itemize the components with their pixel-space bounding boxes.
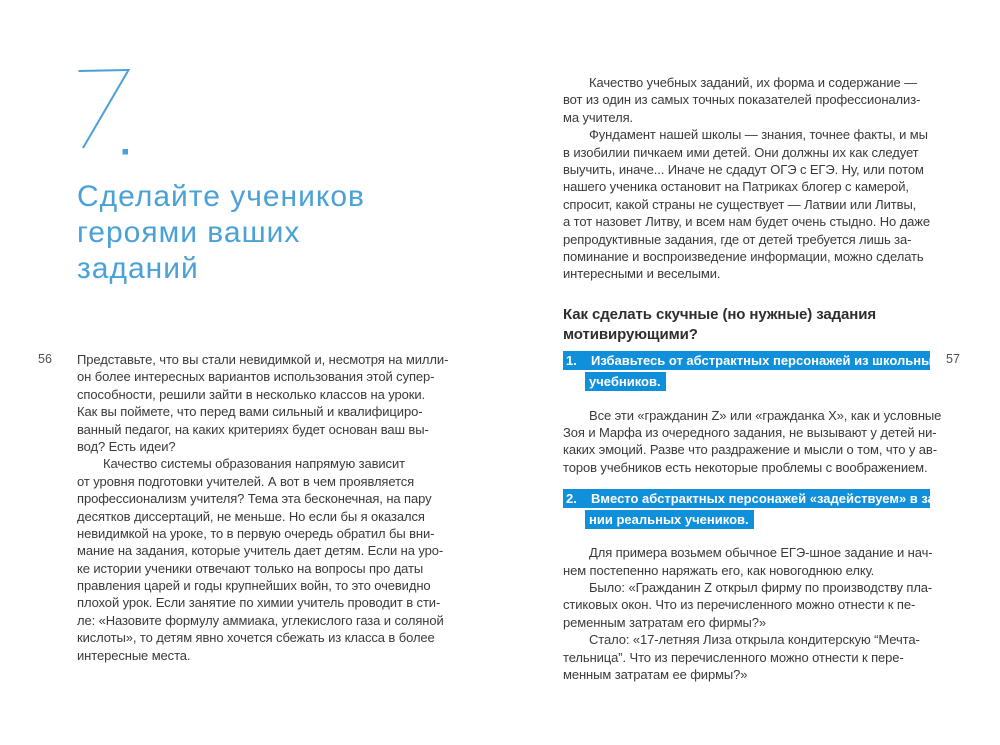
text-line: стиковых окон. Что из перечисленного можно отнести к пе- (563, 597, 916, 613)
text-line: Было: «Гражданин Z открыл фирму по производству пла- (589, 580, 933, 596)
chapter-title-line: Сделайте учеников (77, 180, 365, 213)
text-line: кислоты», то детям явно хочется сбежать из класса в более (77, 630, 435, 646)
section-heading-line: мотивирующими? (563, 325, 698, 343)
text-line: невидимкой на уроке, то в первую очередь обратил бы вни- (77, 525, 435, 541)
text-line: Как вы поймете, что перед вами сильный и квалифициро- (77, 404, 423, 420)
text-line: ле: «Назовите формулу аммиака, углекислого газа и соляной (77, 612, 444, 628)
text-line: Стало: «17-летняя Лиза открыла кондитерскую “Мечта- (589, 632, 920, 648)
text-line: профессионализм учителя? Тема эта бесконечная, на пару (77, 491, 432, 507)
after-tip-2-paragraphs (563, 544, 933, 683)
page-number-right: 57 (946, 352, 960, 366)
page-number-left: 56 (38, 352, 52, 366)
text-line: правления царей и годы крупнейших войн, то это очевидно (77, 578, 431, 594)
text-line: Для примера возьмем обычное ЕГЭ-шное задание и нач- (589, 545, 933, 561)
chapter-title-line: заданий (77, 252, 199, 285)
text-line: спросит, какой страны не существует — Латвии или Литвы, (563, 196, 917, 212)
text-line: мание на задания, которые учитель дает детям. Если на уро- (77, 543, 444, 559)
tip-1-line-2: учебников. (563, 372, 930, 391)
section-heading-line: Как сделать скучные (но нужные) задания (563, 305, 877, 323)
text-line: десятков диссертаций, не меньше. Но если бы я оказался (77, 508, 425, 524)
text-line: торов учебников есть некоторые проблемы с воображением. (563, 459, 928, 475)
tip-2-number: 2. (566, 491, 577, 507)
text-line: Все эти «гражданин Z» или «гражданка X», как и условные (589, 407, 942, 423)
tip-2-line-1 (563, 489, 955, 508)
text-line: ременным затратам его фирмы?» (563, 614, 767, 630)
left-page-body (77, 351, 449, 664)
numbered-tip-2 (563, 489, 955, 529)
text-line: от уровня подготовки учителей. А вот в чем проявляется (77, 473, 415, 489)
text-line: вот из один из самых точных показателей профессионализ- (563, 92, 921, 108)
text-line: Зоя и Марфа из очередного задания, не вызывают у детей ни- (563, 425, 937, 441)
tip-1-text: Избавьтесь от абстрактных персонажей из школьных (591, 352, 940, 368)
text-line: выучить, иначе... Иначе не сдадут ОГЭ с ЕГЭ. Ну, или потом (563, 161, 924, 177)
tip-1-line-1 (563, 351, 940, 370)
tip-2-line-2: нии реальных учеников. (563, 510, 930, 529)
text-line: каких эмоций. Разве что раздражение и мысли о том, что у ав- (563, 442, 937, 458)
text-line: плохой урок. Если занятие по химии учитель проводит в сти- (77, 595, 441, 611)
text-line: ванный педагог, на каких критериях будет основан ваш вы- (77, 421, 429, 437)
text-line: ке истории ученики отвечают только на вопросы про даты (77, 560, 424, 576)
right-intro-paragraphs (563, 74, 930, 283)
tip-2-text: Вместо абстрактных персонажей «задействуем» в зада- (591, 491, 955, 507)
text-line: Фундамент нашей школы — знания, точнее факты, и мы (589, 127, 928, 143)
text-line: нем постепенно наряжать его, как новогоднюю елку. (563, 562, 875, 578)
text-line: поминание и воспроизведение информации, можно сделать (563, 248, 924, 264)
text-line: он более интересных вариантов использования этой супер- (77, 369, 435, 385)
text-line: Представьте, что вы стали невидимкой и, несмотря на милли- (77, 352, 449, 367)
text-line: способности, решили зайти в несколько классов на уроки. (77, 386, 426, 402)
text-line: Качество системы образования напрямую зависит (103, 456, 405, 472)
after-tip-1-paragraphs (563, 407, 942, 477)
text-line: интересные места. (77, 647, 191, 663)
text-line: Качество учебных заданий, их форма и содержание — (589, 75, 918, 90)
section-heading (563, 305, 930, 345)
text-line: в изобилии пичкаем ими детей. Они должны их как следует (563, 144, 919, 160)
text-line: менным затратам ее фирмы?» (563, 666, 748, 682)
chapter-number-7-glyph (77, 68, 133, 160)
text-line: нашего ученика остановит на Патриках блогер с камерой, (563, 179, 909, 195)
tip-1-number: 1. (566, 352, 577, 368)
text-line: ма учителя. (563, 109, 634, 125)
numbered-tip-1 (563, 351, 940, 391)
text-line: тельница”. Что из перечисленного можно отнести к пере- (563, 649, 904, 665)
chapter-title (77, 179, 477, 287)
text-line: репродуктивные задания, где от детей требуется лишь за- (563, 231, 912, 247)
text-line: вод? Есть идеи? (77, 438, 176, 454)
text-line: интересными и веселыми. (563, 266, 721, 282)
text-line: а тот назовет Литву, и всем нам будет очень стыдно. Но даже (563, 214, 931, 230)
chapter-title-line: героями ваших (77, 216, 301, 249)
